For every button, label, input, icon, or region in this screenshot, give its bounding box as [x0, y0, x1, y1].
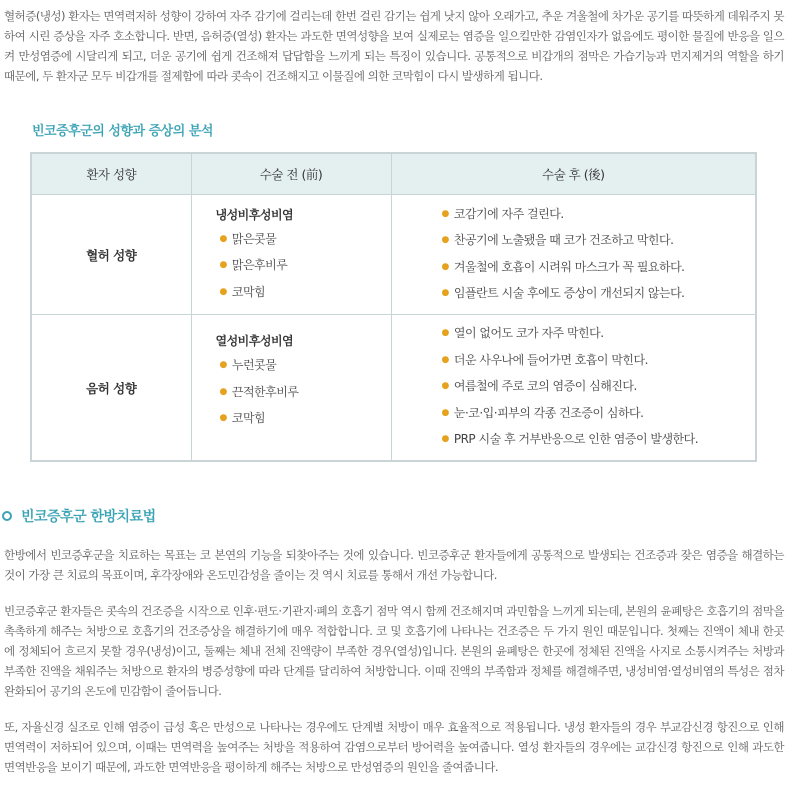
- table-title: 빈코증후군의 성향과 증상의 분석: [32, 124, 213, 139]
- bullet-dot-icon: ●: [441, 434, 449, 445]
- list-item: [220, 353, 390, 380]
- before-surgery-cell: [191, 195, 391, 315]
- section-heading: [2, 506, 156, 526]
- list-item: [442, 401, 755, 428]
- after-surgery-cell: [391, 315, 756, 462]
- list-item: [442, 374, 755, 401]
- paragraph: 또, 자율신경 실조로 인해 염증이 급성 혹은 만성으로 나타나는 경우에도 단계별 처방이 매우 효율적으로 적용됩니다. 냉성 환자들의 경우 부교감신경 항진으로 인해 면역력이 저하되어 있으며, 이때는 면역력을 높여주는 처방을 적용하여 감염으로부터 방어력을 높여줍니다. 열성 환자들의 경우에는 교감신경 항진으로 인해 과도한 면역반응을 보이기 때문에, 과도한 면역반응을 평이하게 해주는 처방으로 만성염증의 원인을 줄여줍니다.: [4, 720, 784, 774]
- symptom-list: [220, 353, 390, 433]
- bullet-dot-icon: ●: [441, 235, 449, 245]
- paragraph: 빈코증후군 환자들은 콧속의 건조증을 시작으로 인후·편도·기관지·폐의 호흡기 점막 역시 함께 건조해지며 과민함을 느끼게 되는데, 본원의 윤폐탕은 호흡기의 점막을 촉촉하게 해주는 처방으로 호흡기의 건조증상을 해결하기에 매우 적합합니다. 코 및 호흡기에 나타나는 건조증은 두 가지 원인 때문입니다. 첫째는 진액이 체내 한곳에 정체되어 흐르지 못할 경우(냉성)이고, 둘째는 체내 전체 진액량이 부족한 경우(열성)입니다. 본원의 윤폐탕은 한곳에 정체된 진액을 사지로 소통시켜주는 처방과 부족한 진액을 채워주는 처방으로 환자의 병증성향에 따라 단계를 달리하여 처방합니다. 이때 진액의 부족함과 정체를 해결해주면, 냉성비염·열성비염의 특성은 점차 완화되어 공기의 온도에 민감함이 줄어듭니다.: [4, 604, 784, 698]
- header-before-surgery: 수술 전 (前): [191, 153, 391, 195]
- condition-title: 냉성비후성비염: [215, 207, 294, 222]
- list-item-text: 여름철에 주로 코의 염증이 심해진다.: [453, 379, 637, 394]
- header-patient-type: 환자 성향: [31, 153, 191, 195]
- circle-bullet-icon: [2, 511, 12, 521]
- bullet-dot-icon: ●: [219, 260, 227, 271]
- bullet-dot-icon: ●: [219, 286, 227, 297]
- list-item-text: 코막힘: [231, 411, 266, 425]
- bullet-dot-icon: ●: [441, 381, 449, 392]
- list-item: [442, 281, 755, 308]
- list-item-text: 코감기에 자주 걸린다.: [453, 206, 564, 221]
- intro-paragraph: 혈허증(냉성) 환자는 면역력저하 성향이 강하여 자주 감기에 걸리는데 한번 걸린 감기는 쉽게 낫지 않아 오래가고, 추운 겨울철에 차가운 공기를 따뜻하게 데워주지 못하여 시린 증상을 자주 호소합니다. 반면, 음허증(열성) 환자는 과도한 면역성향을 보여 실제로는 염증을 일으킬만한 감염인자가 없음에도 평이한 물질에 반응을 일으켜 만성염증에 시달리게 되고, 더운 공기에 쉽게 건조해져 답답함을 느끼게 되는 특징이 있습니다. 공통적으로 비갑개의 점막은 가습기능과 먼지제거의 역할을 하기 때문에, 두 환자군 모두 비갑개를 절제함에 따라 콧속이 건조해지고 이물질에 의한 코막힘이 다시 발생하게 됩니다.: [4, 9, 784, 83]
- patient-type-cell: 음허 성향: [31, 315, 191, 462]
- list-item: [442, 255, 755, 282]
- list-item: [442, 321, 755, 348]
- condition-title: 열성비후성비염: [215, 334, 294, 348]
- list-item-text: 코막힘: [231, 284, 266, 299]
- bullet-dot-icon: ●: [441, 208, 449, 219]
- list-item-text: 더운 사우나에 들어가면 호흡이 막힌다.: [453, 352, 648, 367]
- list-item: [442, 228, 755, 255]
- symptom-list: [220, 227, 390, 307]
- list-item-text: PRP 시술 후 거부반응으로 인한 염증이 발생한다.: [453, 432, 699, 447]
- paragraph: 한방에서 빈코증후군을 치료하는 목표는 코 본연의 기능을 되찾아주는 것에 있습니다. 빈코증후군 환자들에게 공통적으로 발생되는 건조증과 잦은 염증을 해결하는 것이 가장 큰 치료의 목표이며, 후각장애와 온도민감성을 줄이는 것 역시 치료를 통해서 개선 가능합니다.: [4, 548, 784, 582]
- patient-type-cell: 혈허 성향: [31, 195, 191, 315]
- list-item: [220, 253, 390, 280]
- list-item-text: 눈·코·입·피부의 각종 건조증이 심하다.: [453, 405, 644, 420]
- bullet-dot-icon: ●: [219, 413, 227, 423]
- section-title: 빈코증후군 한방치료법: [21, 509, 156, 525]
- symptom-list: [442, 202, 755, 308]
- bullet-dot-icon: ●: [219, 360, 227, 370]
- before-surgery-cell: [191, 315, 391, 462]
- table-header-row: [31, 153, 756, 195]
- list-item-text: 맑은콧물: [231, 231, 277, 246]
- bullet-dot-icon: ●: [441, 328, 449, 339]
- list-item: [220, 280, 390, 307]
- list-item: [442, 202, 755, 229]
- list-item-text: 겨울철에 호흡이 시려워 마스크가 꼭 필요하다.: [453, 259, 685, 274]
- symptom-analysis-table: [30, 152, 757, 462]
- list-item-text: 끈적한후비루: [231, 384, 299, 399]
- list-item: [220, 380, 390, 407]
- bullet-dot-icon: ●: [441, 354, 449, 365]
- bullet-dot-icon: ●: [219, 233, 227, 244]
- symptom-list: [442, 321, 755, 454]
- list-item: [442, 427, 755, 454]
- table-row: [31, 195, 756, 315]
- after-surgery-cell: [391, 195, 756, 315]
- header-after-surgery: 수술 후 (後): [391, 153, 756, 195]
- treatment-description: [4, 545, 784, 793]
- list-item-text: 누런콧물: [231, 358, 277, 372]
- bullet-dot-icon: ●: [441, 288, 449, 298]
- list-item-text: 찬공기에 노출됐을 때 코가 건조하고 막힌다.: [453, 233, 674, 247]
- list-item-text: 임플란트 시술 후에도 증상이 개선되지 않는다.: [453, 286, 685, 300]
- list-item: [442, 348, 755, 375]
- list-item-text: 열이 없어도 코가 자주 막힌다.: [453, 326, 604, 341]
- list-item: [220, 227, 390, 254]
- list-item: [220, 406, 390, 433]
- bullet-dot-icon: ●: [219, 386, 227, 397]
- bullet-dot-icon: ●: [441, 261, 449, 272]
- bullet-dot-icon: ●: [441, 407, 449, 418]
- table-row: [31, 315, 756, 462]
- list-item-text: 맑은후비루: [231, 258, 288, 273]
